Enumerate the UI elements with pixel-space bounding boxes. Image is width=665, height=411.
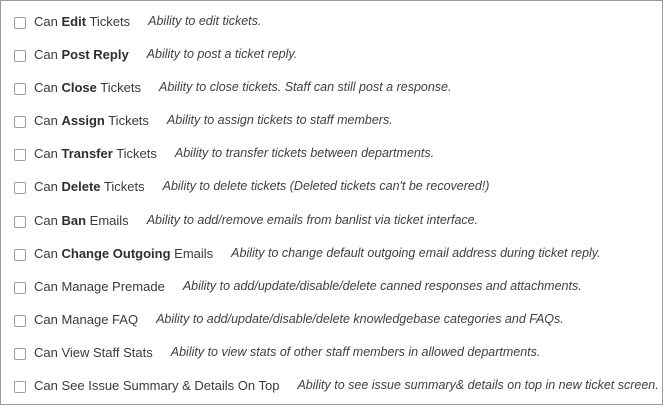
permission-row-issue-summary-on-top [14, 378, 662, 411]
change-outgoing-emails-checkbox[interactable] [14, 249, 26, 261]
manage-faq-description: Ability to add/update/disable/delete knowledgebase categories and FAQs. [156, 311, 564, 326]
manage-premade-checkbox[interactable] [14, 282, 26, 294]
post-reply-checkbox[interactable] [14, 50, 26, 62]
view-staff-stats-description: Ability to view stats of other staff members in allowed departments. [170, 344, 541, 359]
transfer-tickets-checkbox[interactable] [14, 149, 26, 161]
edit-tickets-label[interactable]: Can Edit Tickets [34, 14, 131, 29]
close-tickets-label[interactable]: Can Close Tickets [34, 80, 141, 96]
assign-tickets-label[interactable]: Can Assign Tickets [34, 113, 149, 129]
post-reply-description: Ability to post a ticket reply. [146, 47, 298, 62]
change-outgoing-emails-label[interactable]: Can Change Outgoing Emails [34, 245, 214, 261]
edit-tickets-checkbox[interactable] [14, 17, 26, 29]
delete-tickets-description: Ability to delete tickets (Deleted tickets can't be recovered!) [162, 179, 490, 194]
close-tickets-description: Ability to close tickets. Staff can still post a response. [158, 80, 452, 95]
permission-row-post-reply [14, 47, 662, 80]
ban-emails-label[interactable]: Can Ban Emails [34, 212, 129, 228]
delete-tickets-checkbox[interactable] [14, 182, 26, 194]
view-staff-stats-label[interactable]: Can View Staff Stats [34, 344, 153, 360]
post-reply-label[interactable]: Can Post Reply [34, 47, 129, 63]
permission-row-close-tickets [14, 80, 662, 113]
transfer-tickets-description: Ability to transfer tickets between departments. [174, 146, 435, 161]
permission-row-manage-premade [14, 279, 662, 312]
assign-tickets-checkbox[interactable] [14, 116, 26, 128]
delete-tickets-label[interactable]: Can Delete Tickets [34, 179, 145, 195]
issue-summary-on-top-label[interactable]: Can See Issue Summary & Details On Top [34, 378, 280, 394]
permission-list [14, 14, 662, 411]
close-tickets-checkbox[interactable] [14, 83, 26, 95]
view-staff-stats-checkbox[interactable] [14, 348, 26, 360]
issue-summary-on-top-checkbox[interactable] [14, 381, 26, 393]
assign-tickets-description: Ability to assign tickets to staff members. [166, 113, 393, 128]
permission-row-delete-tickets [14, 179, 662, 212]
issue-summary-on-top-description: Ability to see issue summary& details on top in new ticket screen. [297, 378, 659, 393]
ban-emails-checkbox[interactable] [14, 216, 26, 228]
ban-emails-description: Ability to add/remove emails from banlist via ticket interface. [146, 212, 479, 227]
permission-row-ban-emails [14, 213, 662, 246]
permission-row-manage-faq [14, 312, 662, 345]
transfer-tickets-label[interactable]: Can Transfer Tickets [34, 146, 157, 162]
permission-row-edit-tickets [14, 14, 662, 47]
permission-row-transfer-tickets [14, 146, 662, 179]
manage-premade-description: Ability to add/update/disable/delete canned responses and attachments. [182, 278, 582, 293]
permission-row-assign-tickets [14, 113, 662, 146]
change-outgoing-emails-description: Ability to change default outgoing email address during ticket reply. [231, 245, 601, 260]
permission-row-change-outgoing-emails [14, 246, 662, 279]
edit-tickets-description: Ability to edit tickets. [148, 14, 262, 28]
manage-faq-label[interactable]: Can Manage FAQ [34, 311, 139, 327]
manage-premade-label[interactable]: Can Manage Premade [34, 278, 165, 294]
manage-faq-checkbox[interactable] [14, 315, 26, 327]
permission-row-view-staff-stats [14, 345, 662, 378]
